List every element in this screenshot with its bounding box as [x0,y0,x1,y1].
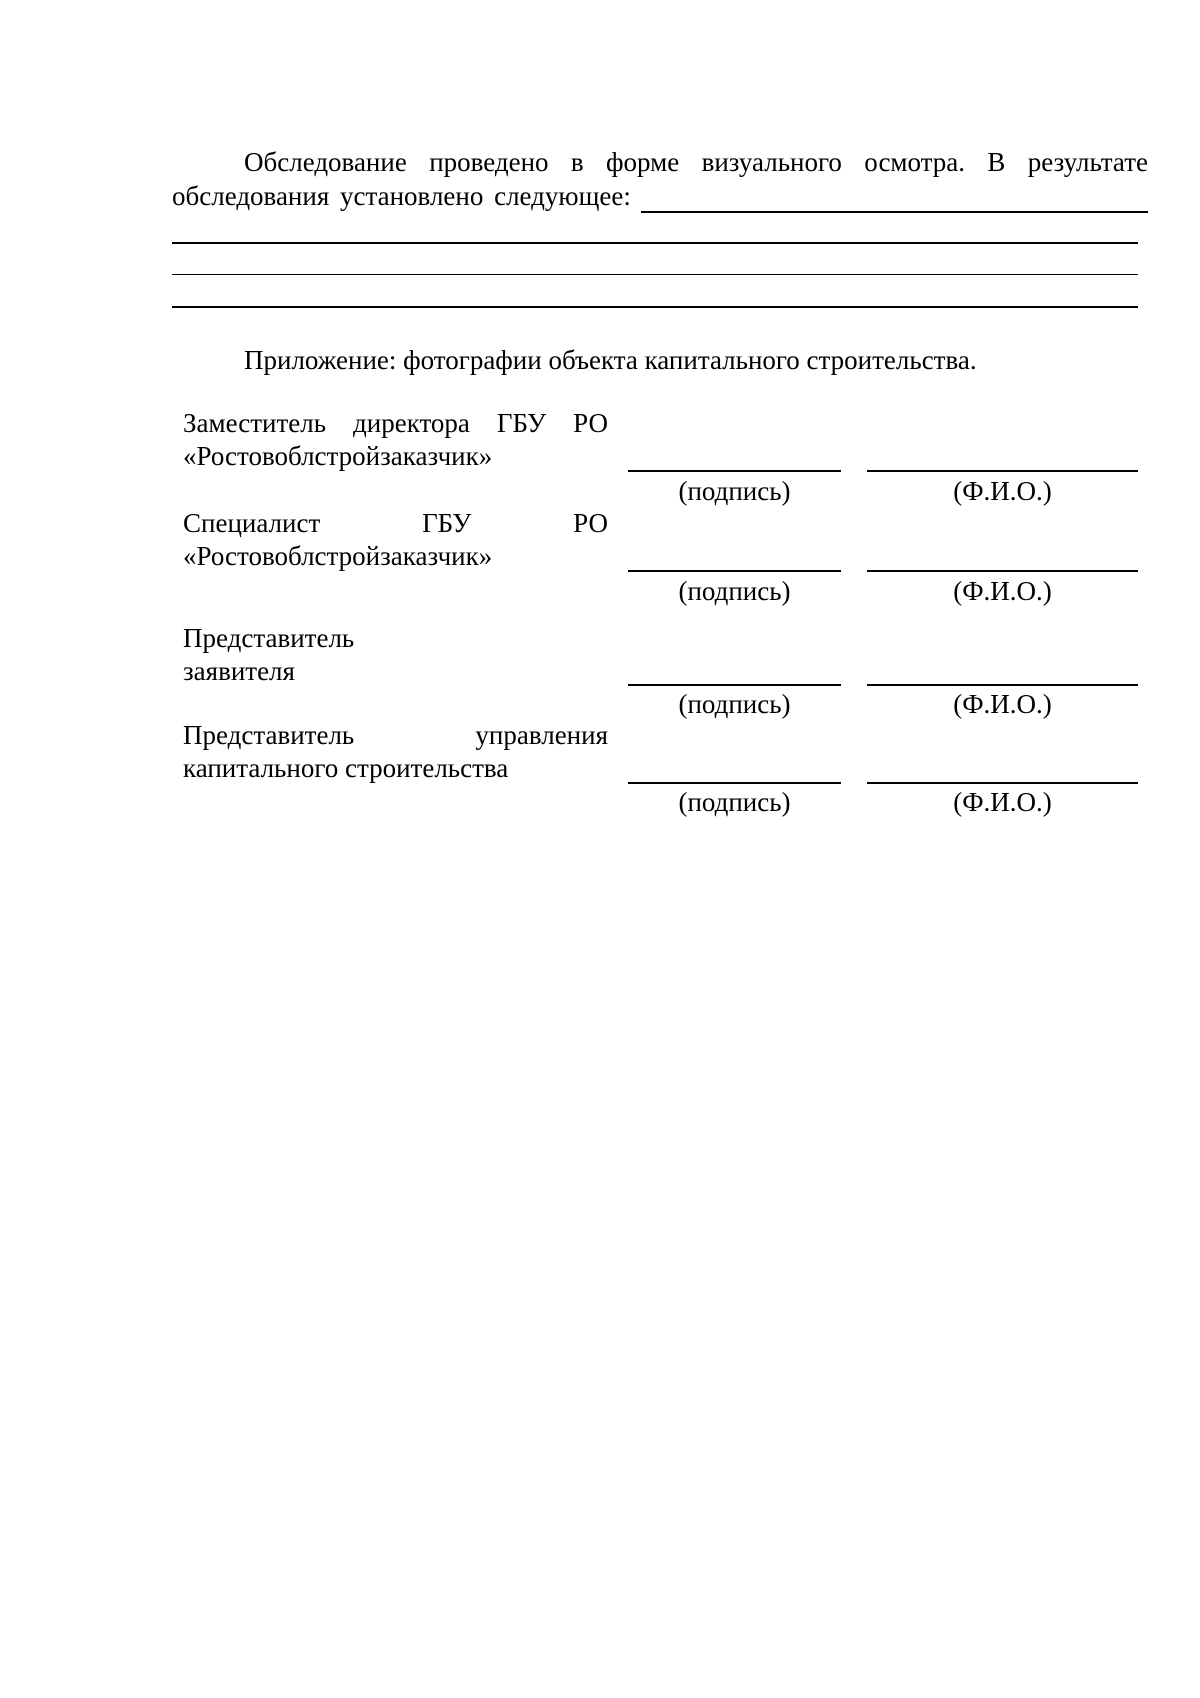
signatory-word: директора [353,408,470,438]
signature-caption: (подпись) [678,476,791,506]
signatory-title-line1: Представитель [183,623,355,653]
signatory-capital-construction-representative [183,719,608,785]
signatory-title-line1 [183,719,608,752]
signatory-title-line2: «Ростовоблстройзаказчик» [183,441,493,471]
signatory-title-line1 [183,507,608,540]
signature-line [628,570,841,572]
survey-findings-label: обследования установлено следующее: [172,181,631,211]
survey-paragraph-text: Обследование проведено в форме визуального осмотра. В результате [244,147,1148,177]
survey-paragraph-line1 [172,146,1148,179]
name-caption: (Ф.И.О.) [953,576,1052,606]
findings-blank-line-1 [172,242,1138,244]
signature-caption: (подпись) [678,787,791,817]
name-line [867,684,1138,686]
signatory-word: РО [573,508,608,538]
signatory-title-line2: заявителя [183,656,295,686]
name-line [867,782,1138,784]
signature-line [628,684,841,686]
signatory-title-line2: «Ростовоблстройзаказчик» [183,541,493,571]
signatory-deputy-director [183,407,608,473]
signatory-word: Заместитель [183,408,327,438]
signatory-specialist [183,507,608,573]
findings-blank-line [641,185,1148,213]
signatory-word: Специалист [183,508,321,538]
signatory-word: Представитель [183,720,355,750]
signatory-word: управления [475,720,608,750]
name-line [867,570,1138,572]
signature-line [628,782,841,784]
findings-blank-line-3 [172,306,1138,308]
signature-caption: (подпись) [678,576,791,606]
signatory-applicant-representative [183,622,608,688]
signatory-word: ГБУ [496,408,547,438]
signatory-title-line1 [183,407,608,440]
name-caption: (Ф.И.О.) [953,689,1052,719]
name-caption: (Ф.И.О.) [953,476,1052,506]
findings-blank-line-2 [172,274,1138,275]
signatory-word: РО [573,408,608,438]
signature-caption: (подпись) [678,689,791,719]
survey-paragraph-line2 [172,180,1148,213]
name-line [867,470,1138,472]
signatory-word: ГБУ [422,508,472,538]
attachment-paragraph: Приложение: фотографии объекта капитального строительства. [244,345,977,375]
signature-line [628,470,841,472]
name-caption: (Ф.И.О.) [953,787,1052,817]
signatory-title-line2: капитального строительства [183,753,509,783]
